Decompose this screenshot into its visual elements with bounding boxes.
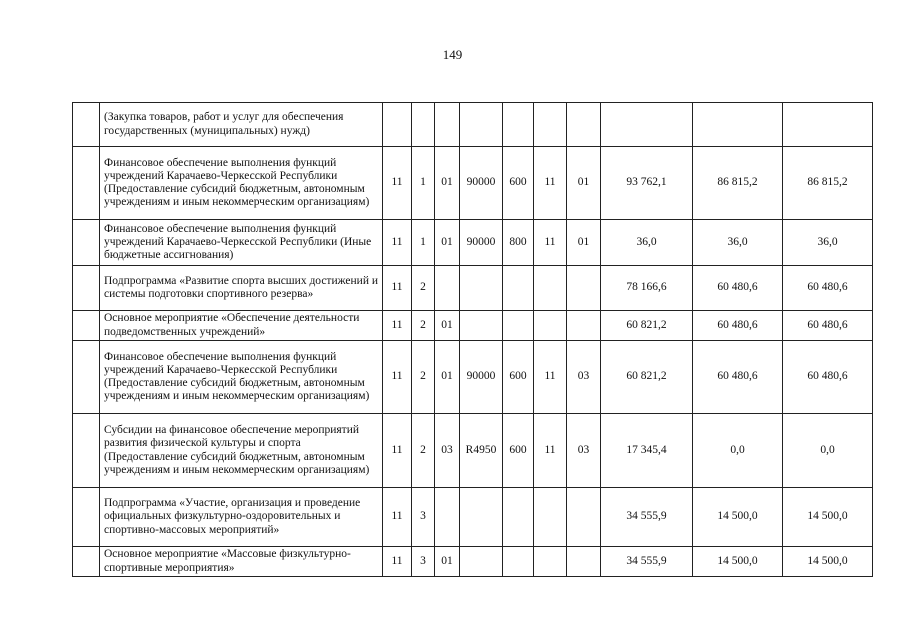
row-number-cell <box>73 547 100 577</box>
row-number-cell <box>73 341 100 414</box>
amount-year-2: 36,0 <box>693 220 783 266</box>
gp-code: 11 <box>383 341 412 414</box>
row-number-cell <box>73 488 100 547</box>
om-code <box>435 266 460 311</box>
section-code: 11 <box>534 341 567 414</box>
amount-year-3: 0,0 <box>783 414 873 488</box>
direction-code: 90000 <box>460 147 503 220</box>
gp-code: 11 <box>383 547 412 577</box>
table-row <box>73 341 873 414</box>
pp-code: 2 <box>412 414 435 488</box>
amount-year-2: 60 480,6 <box>693 311 783 341</box>
page-number: 149 <box>442 47 463 62</box>
gp-code <box>383 103 412 147</box>
section-code: 11 <box>534 220 567 266</box>
subsection-code: 03 <box>567 341 601 414</box>
subsection-code: 01 <box>567 220 601 266</box>
row-name: Основное мероприятие «Массовые физкультурно-спортивные мероприятия» <box>100 547 383 577</box>
amount-year-1 <box>601 103 693 147</box>
amount-year-3: 60 480,6 <box>783 266 873 311</box>
pp-code <box>412 103 435 147</box>
row-name: Финансовое обеспечение выполнения функций учреждений Карачаево-Черкесской Республики (Предоставление субсидий бюджетным, автономным учреждениям и иным некоммерческим организациям) <box>100 341 383 414</box>
table-row <box>73 488 873 547</box>
section-code: 11 <box>534 147 567 220</box>
amount-year-3: 60 480,6 <box>783 341 873 414</box>
amount-year-2 <box>693 103 783 147</box>
amount-year-3: 60 480,6 <box>783 311 873 341</box>
subsection-code <box>567 103 601 147</box>
expense-type-code: 600 <box>503 414 534 488</box>
direction-code <box>460 266 503 311</box>
amount-year-3: 14 500,0 <box>783 547 873 577</box>
expense-type-code: 600 <box>503 341 534 414</box>
row-number-cell <box>73 266 100 311</box>
om-code: 01 <box>435 147 460 220</box>
expense-type-code <box>503 311 534 341</box>
subsection-code: 03 <box>567 414 601 488</box>
subsection-code <box>567 311 601 341</box>
gp-code: 11 <box>383 266 412 311</box>
row-name: Финансовое обеспечение выполнения функций учреждений Карачаево-Черкесской Республики (Иные бюджетные ассигнования) <box>100 220 383 266</box>
table-row <box>73 103 873 147</box>
gp-code: 11 <box>383 220 412 266</box>
pp-code: 1 <box>412 147 435 220</box>
row-number-cell <box>73 414 100 488</box>
amount-year-1: 60 821,2 <box>601 311 693 341</box>
amount-year-1: 93 762,1 <box>601 147 693 220</box>
table-row <box>73 266 873 311</box>
amount-year-1: 78 166,6 <box>601 266 693 311</box>
amount-year-2: 14 500,0 <box>693 547 783 577</box>
om-code: 01 <box>435 220 460 266</box>
subsection-code <box>567 266 601 311</box>
expense-type-code: 600 <box>503 147 534 220</box>
direction-code <box>460 547 503 577</box>
row-number-cell <box>73 220 100 266</box>
om-code: 01 <box>435 547 460 577</box>
row-name: Основное мероприятие «Обеспечение деятельности подведомственных учреждений» <box>100 311 383 341</box>
amount-year-3: 36,0 <box>783 220 873 266</box>
om-code: 01 <box>435 311 460 341</box>
amount-year-2: 0,0 <box>693 414 783 488</box>
pp-code: 2 <box>412 311 435 341</box>
direction-code: 90000 <box>460 341 503 414</box>
amount-year-2: 14 500,0 <box>693 488 783 547</box>
direction-code: 90000 <box>460 220 503 266</box>
amount-year-1: 60 821,2 <box>601 341 693 414</box>
row-number-cell <box>73 147 100 220</box>
subsection-code <box>567 488 601 547</box>
om-code <box>435 103 460 147</box>
row-name: Финансовое обеспечение выполнения функций учреждений Карачаево-Черкесской Республики (Предоставление субсидий бюджетным, автономным учреждениям и иным некоммерческим организациям) <box>100 147 383 220</box>
amount-year-3: 86 815,2 <box>783 147 873 220</box>
section-code <box>534 103 567 147</box>
gp-code: 11 <box>383 311 412 341</box>
table-body <box>73 103 873 577</box>
direction-code <box>460 488 503 547</box>
expense-type-code <box>503 103 534 147</box>
expense-type-code <box>503 488 534 547</box>
row-name: Подпрограмма «Участие, организация и проведение официальных физкультурно-оздоровительных и спортивно-массовых мероприятий» <box>100 488 383 547</box>
section-code <box>534 488 567 547</box>
row-number-cell <box>73 311 100 341</box>
amount-year-1: 34 555,9 <box>601 488 693 547</box>
expense-type-code <box>503 266 534 311</box>
expense-type-code: 800 <box>503 220 534 266</box>
amount-year-3: 14 500,0 <box>783 488 873 547</box>
pp-code: 2 <box>412 341 435 414</box>
expense-type-code <box>503 547 534 577</box>
table-row <box>73 547 873 577</box>
direction-code <box>460 311 503 341</box>
section-code <box>534 266 567 311</box>
row-name: (Закупка товаров, работ и услуг для обеспечения государственных (муниципальных) нужд) <box>100 103 383 147</box>
row-number-cell <box>73 103 100 147</box>
section-code <box>534 311 567 341</box>
amount-year-2: 60 480,6 <box>693 341 783 414</box>
amount-year-2: 60 480,6 <box>693 266 783 311</box>
pp-code: 3 <box>412 547 435 577</box>
gp-code: 11 <box>383 488 412 547</box>
table-row <box>73 147 873 220</box>
direction-code: R4950 <box>460 414 503 488</box>
pp-code: 2 <box>412 266 435 311</box>
amount-year-2: 86 815,2 <box>693 147 783 220</box>
section-code: 11 <box>534 414 567 488</box>
amount-year-1: 17 345,4 <box>601 414 693 488</box>
pp-code: 3 <box>412 488 435 547</box>
direction-code <box>460 103 503 147</box>
amount-year-3 <box>783 103 873 147</box>
om-code: 03 <box>435 414 460 488</box>
row-name: Субсидии на финансовое обеспечение мероприятий развития физической культуры и спорта (Предоставление субсидий бюджетным, автономным учреждениям и иным некоммерческим организациям) <box>100 414 383 488</box>
row-name: Подпрограмма «Развитие спорта высших достижений и системы подготовки спортивного резерва» <box>100 266 383 311</box>
amount-year-1: 36,0 <box>601 220 693 266</box>
section-code <box>534 547 567 577</box>
subsection-code: 01 <box>567 147 601 220</box>
subsection-code <box>567 547 601 577</box>
gp-code: 11 <box>383 147 412 220</box>
gp-code: 11 <box>383 414 412 488</box>
budget-table <box>72 102 873 577</box>
om-code <box>435 488 460 547</box>
amount-year-1: 34 555,9 <box>601 547 693 577</box>
table-row <box>73 311 873 341</box>
table-row <box>73 220 873 266</box>
table-row <box>73 414 873 488</box>
om-code: 01 <box>435 341 460 414</box>
pp-code: 1 <box>412 220 435 266</box>
